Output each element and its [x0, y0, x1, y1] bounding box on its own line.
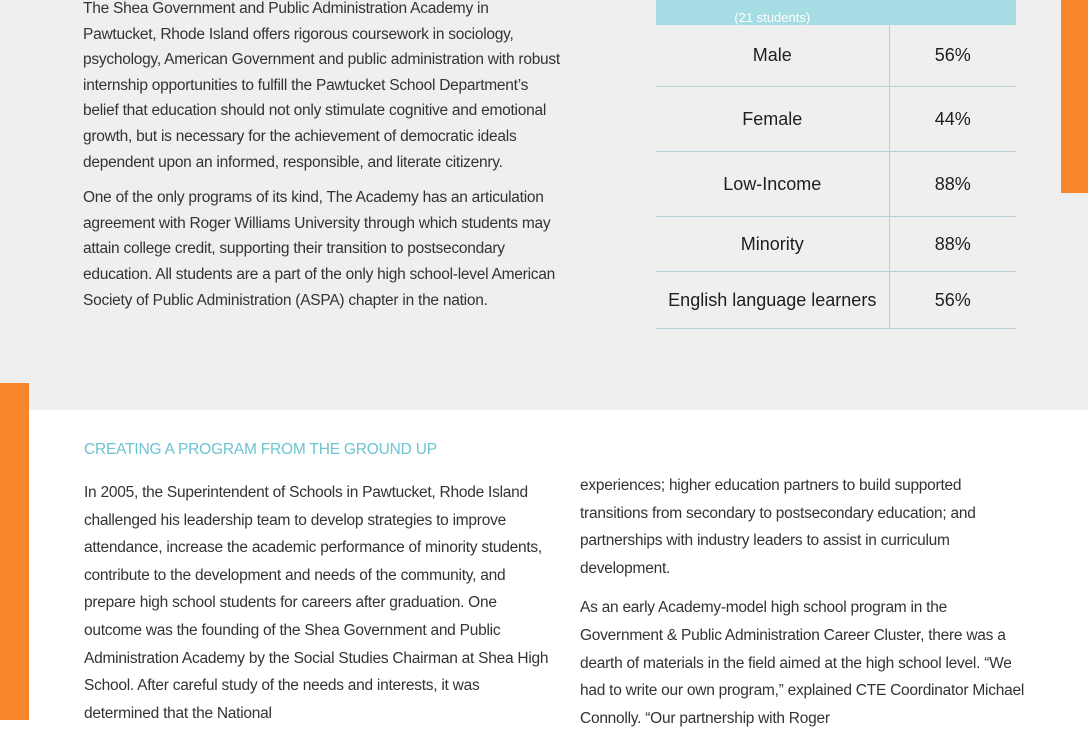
row-value: 88% [889, 217, 1016, 272]
row-label: Female [656, 87, 889, 152]
table-row [656, 87, 1016, 152]
section-heading: CREATING A PROGRAM FROM THE GROUND UP [84, 441, 437, 458]
table-row [656, 217, 1016, 272]
table-header-label: (21 students) [656, 0, 889, 25]
body-paragraph: experiences; higher education partners to build supported transitions from secondary to postsecondary education; and partnerships with industry leaders to assist in curriculum development. [580, 477, 976, 577]
table-row [656, 25, 1016, 87]
row-label: Male [656, 25, 889, 87]
body-paragraph: As an early Academy-model high school program in the Government & Public Administration Career Cluster, there was a dearth of materials in the field aimed at the high school level. “We had to write our own program,” explained CTE Coordinator Michael Connolly. “Our partnership with Roger [580, 599, 1025, 727]
accent-bar-left [0, 383, 29, 720]
row-value: 56% [889, 25, 1016, 87]
demographics-table [656, 0, 1016, 329]
row-label: Low-Income [656, 152, 889, 217]
row-value: 44% [889, 87, 1016, 152]
row-value: 88% [889, 152, 1016, 217]
table-header-row [656, 0, 1016, 25]
body-paragraph: In 2005, the Superintendent of Schools in Pawtucket, Rhode Island challenged his leadership team to develop strategies to improve attendance, increase the academic performance of minority students, contribute to the development and needs of the community, and prepare high school students for careers after graduation. One outcome was the founding of the Shea Government and Public Administration Academy by the Social Studies Chairman at Shea High School. After careful study of the needs and interests, it was determined that the National [84, 484, 549, 722]
accent-bar-right [1061, 0, 1088, 193]
body-column-left [84, 479, 554, 739]
table-header-value [889, 0, 1016, 25]
table-row [656, 152, 1016, 217]
row-label: Minority [656, 217, 889, 272]
row-label: English language learners [656, 272, 889, 329]
row-value: 56% [889, 272, 1016, 329]
intro-text [83, 0, 565, 323]
intro-paragraph-2: One of the only programs of its kind, The Academy has an articulation agreement with Roger Williams University through which students may attain college credit, supporting their transition to postsecondary education. All students are a part of the only high school-level American Society of Public Administration (ASPA) chapter in the nation. [83, 189, 556, 309]
body-column-right [580, 472, 1030, 744]
table-row [656, 272, 1016, 329]
intro-paragraph-1: The Shea Government and Public Administration Academy in Pawtucket, Rhode Island offers rigorous coursework in sociology, psychology, American Government and public administration with robust internship opportunities to fulfill the Pawtucket School Department’s belief that education should not only stimulate cognitive and emotional growth, but is necessary for the achievement of democratic ideals dependent upon an informed, responsible, and literate citizenry. [83, 0, 560, 171]
